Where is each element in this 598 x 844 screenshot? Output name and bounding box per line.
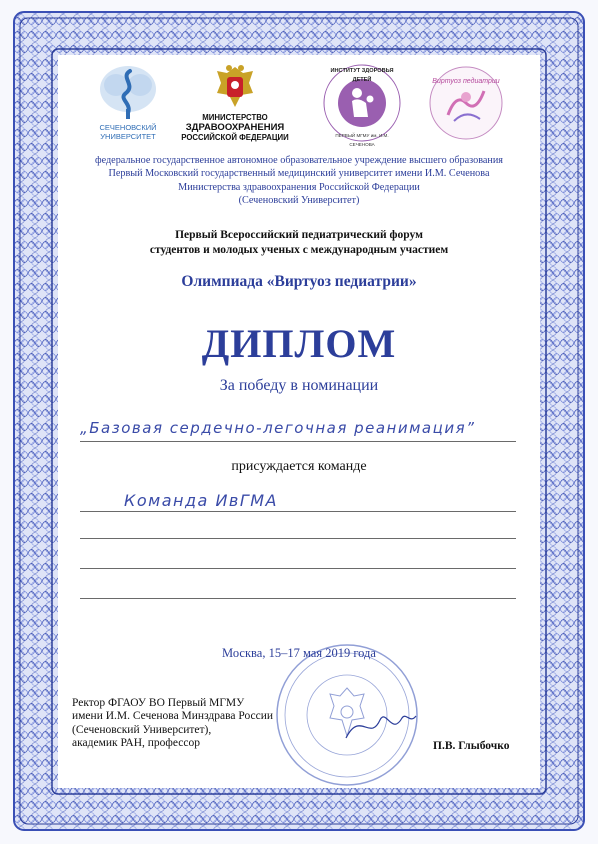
forum-line-1: Первый Всероссийский педиатрический форум (175, 229, 423, 241)
rector-line-1: Ректор ФГАОУ ВО Первый МГМУ (72, 697, 245, 709)
ministry-caption-1: МИНИСТЕРСТВО (202, 113, 268, 122)
institution-line-4: (Сеченовский Университет) (238, 194, 360, 206)
sechenov-university-logo (90, 63, 166, 151)
nomination-handwritten: „Базовая сердечно-легочная реанимация” (80, 419, 476, 437)
rector-line-4: академик РАН, профессор (72, 737, 200, 750)
sechenov-caption-1: СЕЧЕНОВСКИЙ (99, 123, 157, 132)
rector-line-3: (Сеченовский Университет), (72, 723, 212, 736)
team-line-1 (80, 511, 516, 512)
virtuoso-pediatrics-logo (426, 63, 506, 143)
forum-block (58, 228, 540, 258)
institute-arc-top: ИНСТИТУТ ЗДОРОВЬЯ ДЕТЕЙ (330, 68, 394, 83)
forum-line-2: студентов и молодых ученых с международным участием (149, 244, 449, 256)
team-line-3 (80, 568, 516, 569)
olympiad-title: Олимпиада «Виртуоз педиатрии» (181, 273, 417, 290)
institution-line-2: Первый Московский государственный медицинский университет имени И.М. Сеченова (108, 168, 490, 180)
win-nomination-label: За победу в номинации (219, 377, 379, 394)
rector-line-2: имени И.М. Сеченова Минздрава России (72, 710, 274, 723)
sechenov-caption-2: УНИВЕРСИТЕТ (100, 132, 156, 141)
handwritten-signature (340, 700, 420, 750)
ministry-caption-3: РОССИЙСКОЙ ФЕДЕРАЦИИ (181, 133, 289, 142)
team-name-handwritten: Команда ИвГМА (124, 491, 278, 510)
diploma-heading: ДИПЛОМ (201, 321, 397, 366)
institution-line-1: федеральное государственное автономное образовательное учреждение высшего образования (95, 155, 503, 166)
ministry-health-logo (170, 63, 300, 151)
nomination-underline (80, 441, 516, 442)
rector-signature-block (72, 697, 273, 751)
logo-row (60, 63, 538, 153)
coat-of-arms-icon (213, 63, 257, 109)
virtuoso-emblem-icon (426, 63, 506, 143)
child-health-institute-logo (322, 63, 402, 147)
rector-name: П.В. Глыбочко (433, 740, 510, 752)
institution-block (58, 154, 540, 207)
virtuoso-logo-title: Виртуоз педиатрии (432, 78, 500, 85)
tree-icon (90, 63, 166, 121)
ministry-caption-2: ЗДРАВООХРАНЕНИЯ (185, 122, 285, 133)
institute-arc-bottom: ПЕРВЫЙ МГМУ им. И.М. СЕЧЕНОВА (335, 133, 389, 147)
team-line-2 (80, 538, 516, 539)
team-line-4 (80, 598, 516, 599)
institution-line-3: Министерства здравоохранения Российской Федерации (178, 181, 420, 193)
city-date: Москва, 15–17 мая 2019 года (222, 646, 376, 660)
awarded-label: присуждается команде (231, 459, 367, 474)
